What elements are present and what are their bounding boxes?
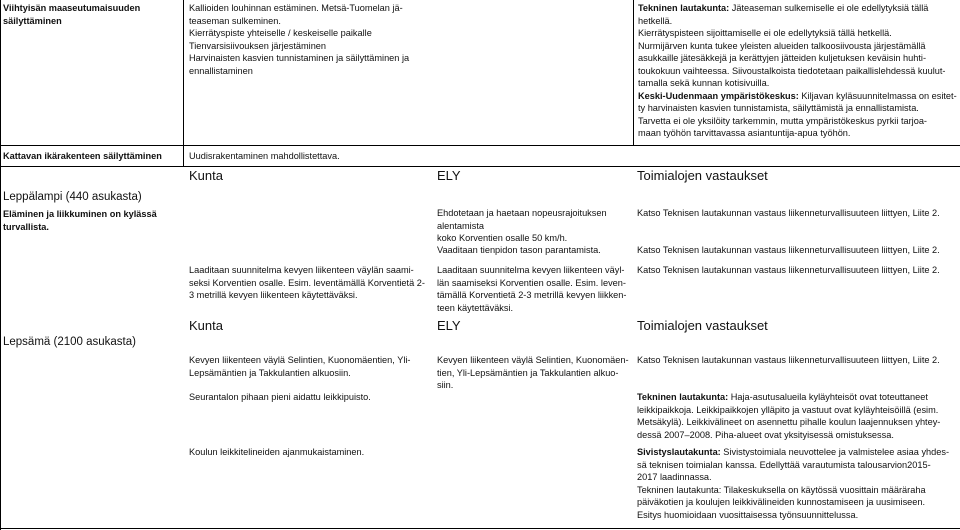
header-ely-2: ELY bbox=[437, 318, 461, 333]
lepsama-kunta-3: Koulun leikkitelineiden ajanmukaistaminen. bbox=[189, 447, 365, 457]
col-divider-left bbox=[0, 0, 1, 530]
lepsama-answer-1: Katso Teknisen lautakunnan vastaus liikenneturvallisuuteen liittyen, Liite 2. bbox=[637, 355, 940, 365]
lepsama-kunta-2: Seurantalon pihaan pieni aidattu leikkipuisto. bbox=[189, 392, 371, 402]
row-divider-3 bbox=[0, 528, 960, 529]
row-divider-2 bbox=[0, 166, 960, 167]
col-divider-1 bbox=[183, 0, 184, 166]
lepsama-kunta-1: Kevyen liikenteen väylä Selintien, Kuonomäentien, Yli- Lepsämäntien ja Takkulantien alkuosiin. bbox=[189, 355, 411, 378]
row2-mid: Uudisrakentaminen mahdollistettava. bbox=[189, 151, 340, 161]
row1-mid-text: Kallioiden louhinnan estäminen. Metsä-Tuomelan jä- teaseman sulkeminen. Kierrätyspiste yhteiselle / keskeiselle paikalle Tienvarsisiivouksen järjestäminen Harvinaisten kasvien tunnistaminen ja säilyttäminen ja ennallistaminen bbox=[189, 3, 410, 76]
row1-left-title: Viihtyisän maaseutumaisuuden säilyttäminen bbox=[3, 3, 141, 26]
leppalampi-kunta-row: Laaditaan suunnitelma kevyen liikenteen väylän saami- seksi Korventien osalle. Esim. leventämällä Korventietä 2- 3 metrillä kevyen liikenteen käytettäväksi. bbox=[189, 265, 425, 300]
leppalampi-answer-1: Katso Teknisen lautakunnan vastaus liikenneturvallisuuteen liittyen, Liite 2. bbox=[637, 208, 940, 218]
header-toimialojen-1: Toimialojen vastaukset bbox=[637, 168, 768, 183]
header-kunta-1: Kunta bbox=[189, 168, 223, 183]
lepsama-title: Lepsämä (2100 asukasta) bbox=[3, 336, 136, 348]
row2-left: Kattavan ikärakenteen säilyttäminen bbox=[3, 151, 162, 161]
row-divider-1 bbox=[0, 145, 960, 146]
header-ely-1: ELY bbox=[437, 168, 461, 183]
header-kunta-2: Kunta bbox=[189, 318, 223, 333]
header-toimialojen-2: Toimialojen vastaukset bbox=[637, 318, 768, 333]
leppalampi-subtitle: Eläminen ja liikkuminen on kylässä turvallista. bbox=[3, 209, 157, 232]
leppalampi-ely-1: Ehdotetaan ja haetaan nopeusrajoituksen alentamista koko Korventien osalle 50 km/h. bbox=[437, 208, 607, 243]
leppalampi-ely-2: Vaaditaan tienpidon tason parantamista. bbox=[437, 245, 601, 255]
leppalampi-title: Leppälampi (440 asukasta) bbox=[3, 191, 142, 203]
leppalampi-ely-3: Laaditaan suunnitelma kevyen liikenteen väyl- län saamiseksi Korventien osalle. Esim. leven- tämällä Korventietä 2-3 metrillä kevyen liikken- teen käytettäväksi. bbox=[437, 265, 627, 313]
col-divider-2 bbox=[633, 0, 634, 145]
lepsama-answer-3: Sivistyslautakunta: Sivistystoimiala neuvottelee ja valmistelee asiaa yhdes- sä teknisen toimialan kanssa. Edellyttää varautumista talousarvion2015- 2017 laadinnassa. Tekninen lautakunta: Tilakeskuksella on käytössä vuosittain määräraha päiväkotien ja koulujen leikkivälineiden kunnostamiseen ja uusimiseen. Esitys huomioidaan vuosittaisessa työnsuunnittelussa. bbox=[637, 447, 950, 520]
leppalampi-answer-3: Katso Teknisen lautakunnan vastaus liikenneturvallisuuteen liittyen, Liite 2. bbox=[637, 265, 940, 275]
lepsama-ely-1: Kevyen liikenteen väylä Selintien, Kuonomäen- tien, Yli-Lepsämäntien ja Takkulantien alkuo- siin. bbox=[437, 355, 629, 390]
row1-right-text: Tekninen lautakunta: Jäteaseman sulkemiselle ei ole edellytyksiä tällä hetkellä. Kierrätyspisteen sijoittamiselle ei ole edellytyksiä tällä hetkellä. Nurmijärven kunta tukee yleisten alueiden talkoosiivousta järjestämällä asukkaille jätesäkkejä ja kerättyjen jätteiden kuljetuksen keväisin huhti- toukokuun vaihteessa. Siivoustalkoista tiedotetaan paikallislehdessä kuulut- tamalla sekä kunnan kotisivuilla. Keski-Uudenmaan ympäristökeskus: Kiljavan kyläsuunnitelmassa on esitet- ty harvinaisten kasvien tunnistamista, säilyttämistä ja ennallistamista. Tarvetta ei ole yksilöity tarkemmin, mutta ympäristökeskus pyrkii tarjoa- maan työhön tarvittavassa asiantuntija-apua työhön. bbox=[638, 3, 957, 138]
leppalampi-answer-2: Katso Teknisen lautakunnan vastaus liikenneturvallisuuteen liittyen, Liite 2. bbox=[637, 245, 940, 255]
lepsama-answer-2: Tekninen lautakunta: Haja-asutusalueila kyläyhteisöt ovat toteuttaneet leikkipaikkoja. Leikkipaikkojen ylläpito ja vastuut ovat kyläyhteisöillä (esim. Metsäkylä). Leikkivälineet on asennettu pihalle koulun laajennuksen yhtey- dessä 2007–2008. Piha-alueet ovat yksityisessä omistuksessa. bbox=[637, 392, 941, 440]
